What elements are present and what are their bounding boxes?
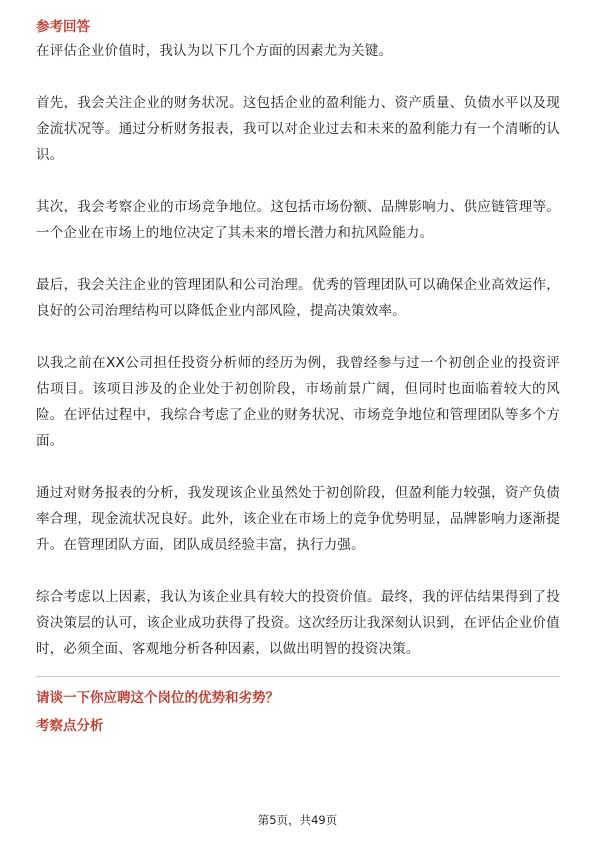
page-footer: 第5页，共49页	[257, 813, 338, 827]
paragraph-gap	[36, 454, 560, 480]
answer-heading: 参考回答	[36, 19, 90, 35]
next-question: 请谈一下你应聘这个岗位的优势和劣势？	[36, 690, 279, 706]
paragraph-market: 其次，我会考察企业的市场竞争地位。这包括市场份额、品牌影响力、供应链管理等。一个企业在市场上的地位决定了其未来的增长潜力和抗风险能力。	[36, 199, 560, 241]
paragraph-financial: 首先，我会关注企业的财务状况。这包括企业的盈利能力、资产质量、负债水平以及现金流状况等。通过分析财务报表，我可以对企业过去和未来的盈利能力有一个清晰的认识。	[36, 95, 560, 163]
paragraph-conclusion: 综合考虑以上因素，我认为该企业具有较大的投资价值。最终，我的评估结果得到了投资决策层的认可，该企业成功获得了投资。这次经历让我深刻认识到，在评估企业价值时，必须全面、客观地分析各种因素，以做出明智的投资决策。	[36, 589, 560, 657]
page-content	[36, 16, 560, 737]
paragraph-analysis: 通过对财务报表的分析，我发现该企业虽然处于初创阶段，但盈利能力较强，资产负债率合理，现金流状况良好。此外，该企业在市场上的竞争优势明显，品牌影响力逐渐提升。在管理团队方面，团队成员经验丰富，执行力强。	[36, 485, 560, 553]
paragraph-gap	[36, 558, 560, 584]
analysis-heading: 考察点分析	[36, 718, 104, 734]
paragraph-gap	[36, 246, 560, 272]
intro-paragraph: 在评估企业价值时，我认为以下几个方面的因素尤为关键。	[36, 43, 393, 59]
paragraph-example: 以我之前在XX公司担任投资分析师的经历为例，我曾经参与过一个初创企业的投资评估项目。该项目涉及的企业处于初创阶段，市场前景广阔，但同时也面临着较大的风险。在评估过程中，我综合考虑了企业的财务状况、市场竞争地位和管理团队等多个方面。	[36, 355, 560, 449]
paragraph-gap	[36, 64, 560, 90]
section-divider	[36, 676, 560, 677]
paragraph-management: 最后，我会关注企业的管理团队和公司治理。优秀的管理团队可以确保企业高效运作，良好的公司治理结构可以降低企业内部风险，提高决策效率。	[36, 277, 560, 319]
paragraph-gap	[36, 324, 560, 350]
paragraph-gap	[36, 168, 560, 194]
